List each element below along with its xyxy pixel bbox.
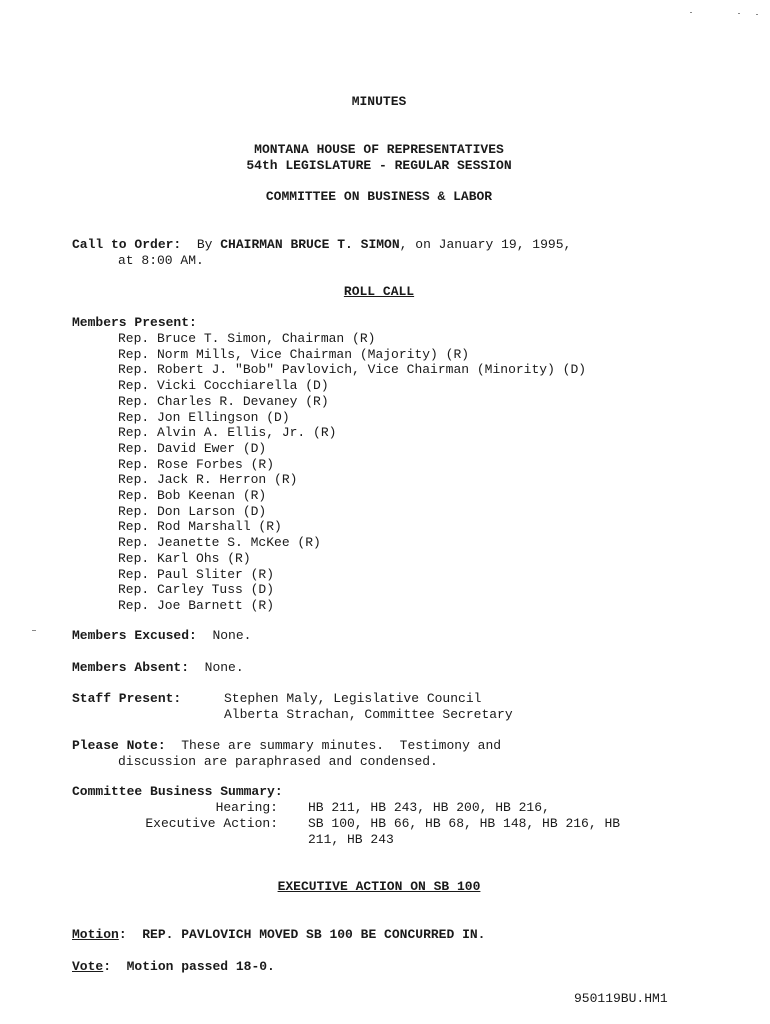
staff-member: Stephen Maly, Legislative Council bbox=[224, 691, 482, 706]
members-absent-line bbox=[72, 660, 244, 676]
member-item: Rep. Bob Keenan (R) bbox=[118, 488, 267, 503]
members-excused-value: None. bbox=[212, 628, 252, 643]
document-title: MINUTES bbox=[351, 94, 407, 109]
please-note-label: Please Note: bbox=[72, 738, 166, 753]
scan-speck bbox=[32, 630, 36, 631]
members-absent-label: Members Absent: bbox=[72, 660, 190, 675]
motion-label: Motion bbox=[72, 927, 119, 942]
committee-heading: COMMITTEE ON BUSINESS & LABOR bbox=[265, 189, 493, 204]
staff-present-label: Staff Present: bbox=[72, 691, 182, 706]
member-item: Rep. Bruce T. Simon, Chairman (R) bbox=[118, 331, 376, 346]
member-item: Rep. Rod Marshall (R) bbox=[118, 519, 282, 535]
member-item: Rep. Carley Tuss (D) bbox=[118, 582, 275, 598]
scan-speck bbox=[756, 14, 758, 15]
member-item: Rep. Karl Ohs (R) bbox=[118, 550, 251, 566]
member-item: Rep. David Ewer (D) bbox=[118, 440, 267, 456]
executive-action-bills-line2: 211, HB 243 bbox=[308, 832, 394, 847]
member-item: Rep. Paul Sliter (R) bbox=[118, 566, 275, 582]
call-to-order-line bbox=[72, 237, 571, 253]
call-to-order-suffix: , on January 19, 1995, bbox=[399, 237, 572, 252]
business-summary-label: Committee Business Summary: bbox=[72, 784, 283, 799]
members-excused-label: Members Excused: bbox=[72, 628, 197, 643]
member-item: Rep. Robert J. "Bob" Pavlovich, Vice Chairman (Minority) (D) bbox=[118, 362, 587, 378]
session-heading: 54th LEGISLATURE - REGULAR SESSION bbox=[246, 158, 512, 173]
executive-action-bills: SB 100, HB 66, HB 68, HB 148, HB 216, HB bbox=[308, 816, 621, 831]
members-excused-line bbox=[72, 628, 251, 644]
vote-label: Vote bbox=[72, 959, 104, 974]
executive-action-heading: EXECUTIVE ACTION ON SB 100 bbox=[277, 879, 481, 894]
member-item: Rep. Alvin A. Ellis, Jr. (R) bbox=[118, 425, 337, 441]
please-note-text: These are summary minutes. Testimony and bbox=[181, 738, 502, 753]
house-heading: MONTANA HOUSE OF REPRESENTATIVES bbox=[254, 142, 504, 157]
call-to-order-prefix: By bbox=[196, 237, 221, 252]
vote-text: Motion passed 18-0. bbox=[126, 959, 275, 974]
vote-line: Vote: Motion passed 18-0. bbox=[72, 959, 275, 974]
member-item: Rep. Vicki Cocchiarella (D) bbox=[118, 378, 329, 394]
member-item: Rep. Jeanette S. McKee (R) bbox=[118, 535, 321, 551]
roll-call-heading: ROLL CALL bbox=[343, 284, 415, 299]
hearing-bills: HB 211, HB 243, HB 200, HB 216, bbox=[308, 800, 550, 815]
scan-speck bbox=[690, 12, 692, 13]
call-to-order-line2: at 8:00 AM. bbox=[118, 253, 204, 268]
member-item: Rep. Rose Forbes (R) bbox=[118, 456, 275, 472]
motion-text: REP. PAVLOVICH MOVED SB 100 BE CONCURRED IN. bbox=[142, 927, 486, 942]
document-id: 950119BU.HM1 bbox=[574, 991, 668, 1006]
motion-line: Motion: REP. PAVLOVICH MOVED SB 100 BE CONCURRED IN. bbox=[72, 927, 486, 942]
members-present-label: Members Present: bbox=[72, 315, 197, 330]
hearing-label: Hearing: bbox=[215, 800, 278, 815]
please-note-line bbox=[72, 738, 501, 754]
member-item: Rep. Charles R. Devaney (R) bbox=[118, 393, 329, 409]
member-item: Rep. Jon Ellingson (D) bbox=[118, 409, 290, 425]
members-absent-value: None. bbox=[204, 660, 244, 675]
member-item: Rep. Joe Barnett (R) bbox=[118, 597, 275, 613]
staff-member: Alberta Strachan, Committee Secretary bbox=[224, 707, 513, 722]
scan-speck bbox=[738, 13, 740, 14]
member-item: Rep. Jack R. Herron (R) bbox=[118, 472, 298, 488]
member-item: Rep. Don Larson (D) bbox=[118, 503, 267, 519]
member-item: Rep. Norm Mills, Vice Chairman (Majority) (R) bbox=[118, 346, 470, 362]
please-note-text-line2: discussion are paraphrased and condensed. bbox=[118, 754, 438, 769]
call-to-order-label: Call to Order: bbox=[72, 237, 182, 252]
chairman-name: CHAIRMAN BRUCE T. SIMON bbox=[220, 237, 400, 252]
executive-action-label: Executive Action: bbox=[145, 816, 278, 831]
